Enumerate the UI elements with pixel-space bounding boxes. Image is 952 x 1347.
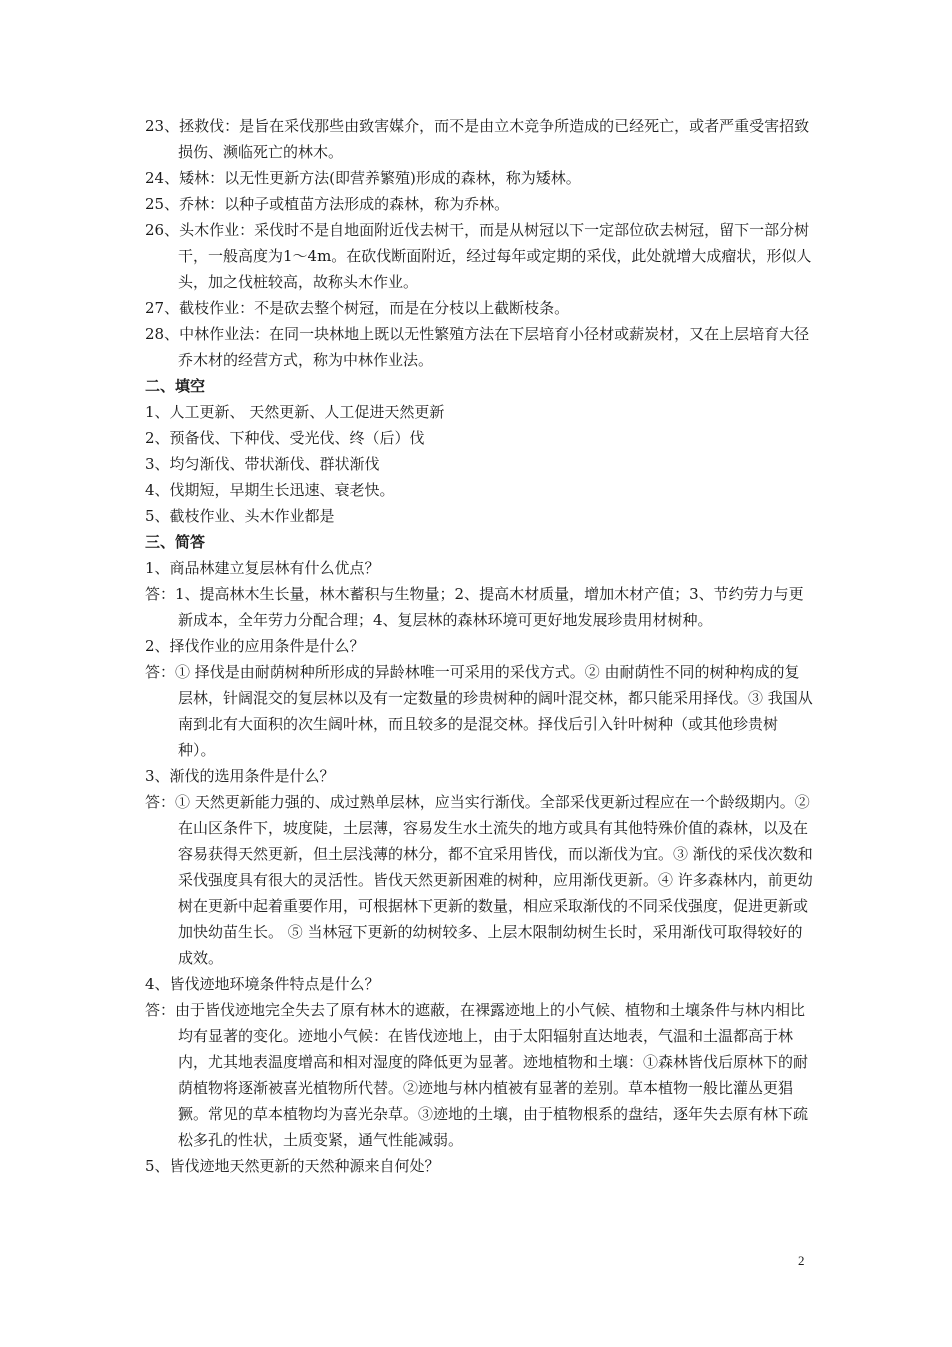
- question-4: 4、皆伐迹地环境条件特点是什么？: [145, 975, 380, 993]
- answer-4: 答：由于皆伐迹地完全失去了原有林木的遮蔽，在裸露迹地上的小气候、植物和土壤条件与林内相比均有显著的变化。迹地小气候：在皆伐迹地上，由于太阳辐射直达地表，气温和土温都高于林内，尤其地表温度增高和相对湿度的降低更为显著。迹地植物和土壤：①森林皆伐后原林下的耐荫植物将逐渐被喜光植物所代替。②迹地与林内植被有显著的差别。草本植物一般比灌丛更猖獗。常见的草本植物均为喜光杂草。③迹地的土壤，由于植物根系的盘结，逐年失去原有林下疏松多孔的性状，土质变紧，通气性能减弱。: [145, 1001, 809, 1149]
- page-content: [145, 113, 813, 1179]
- section-heading-short-answer: 三、简答: [145, 533, 206, 551]
- question-1: 1、商品林建立复层林有什么优点？: [145, 559, 380, 577]
- term-28: 28、中林作业法：在同一块林地上既以无性繁殖方法在下层培育小径材或薪炭材，又在上层培育大径乔木材的经营方式，称为中林作业法。: [145, 325, 810, 369]
- fill-item-4: 4、伐期短，早期生长迅速、衰老快。: [145, 481, 395, 499]
- term-26: 26、头木作业：采伐时不是自地面附近伐去树干，而是从树冠以下一定部位砍去树冠，留下一部分树干，一般高度为1～4m。在砍伐断面附近，经过每年或定期的采伐，此处就增大成瘤状，形似人头，加之伐桩较高，故称头木作业。: [145, 221, 812, 291]
- fill-item-3: 3、均匀渐伐、带状渐伐、群状渐伐: [145, 455, 380, 473]
- term-25: 25、乔林：以种子或植苗方法形成的森林，称为乔林。: [145, 195, 510, 213]
- answer-1: 答：1、提高林木生长量，林木蓄积与生物量；2、提高木材质量，增加木材产值；3、节约劳力与更新成本，全年劳力分配合理；4、复层林的森林环境可更好地发展珍贵用材树种。: [145, 585, 804, 629]
- fill-item-2: 2、预备伐、下种伐、受光伐、终（后）伐: [145, 429, 425, 447]
- term-23: 23、拯救伐：是旨在采伐那些由致害媒介，而不是由立木竞争所造成的已经死亡，或者严重受害招致损伤、濒临死亡的林木。: [145, 117, 810, 161]
- fill-item-5: 5、截枝作业、头木作业都是: [145, 507, 335, 525]
- question-2: 2、择伐作业的应用条件是什么？: [145, 637, 365, 655]
- section-heading-fill-in: 二、填空: [145, 377, 206, 395]
- answer-2: 答：① 择伐是由耐荫树种所形成的异龄林唯一可采用的采伐方式。② 由耐荫性不同的树种构成的复层林，针阔混交的复层林以及有一定数量的珍贵树种的阔叶混交林，都只能采用择伐。③ 我国从南到北有大面积的次生阔叶林，而且较多的是混交林。择伐后引入针叶树种（或其他珍贵树种）。: [145, 663, 813, 759]
- page-number: 2: [798, 1253, 805, 1268]
- question-3: 3、渐伐的选用条件是什么？: [145, 767, 335, 785]
- answer-3: 答：① 天然更新能力强的、成过熟单层林，应当实行渐伐。全部采伐更新过程应在一个龄级期内。② 在山区条件下，坡度陡，土层薄，容易发生水土流失的地方或具有其他特殊价值的森林，以及在容易获得天然更新，但土层浅薄的林分，都不宜采用皆伐，而以渐伐为宜。③ 渐伐的采伐次数和采伐强度具有很大的灵活性。皆伐天然更新困难的树种，应用渐伐更新。④ 许多森林内，前更幼树在更新中起着重要作用，可根据林下更新的数量，相应采取渐伐的不同采伐强度，促进更新或加快幼苗生长。 ⑤ 当林冠下更新的幼树较多、上层木限制幼树生长时，采用渐伐可取得较好的成效。: [145, 793, 813, 967]
- term-27: 27、截枝作业：不是砍去整个树冠，而是在分枝以上截断枝条。: [145, 299, 570, 317]
- question-5: 5、皆伐迹地天然更新的天然种源来自何处？: [145, 1157, 440, 1175]
- term-24: 24、矮林：以无性更新方法(即营养繁殖)形成的森林，称为矮林。: [145, 169, 581, 187]
- fill-item-1: 1、人工更新、 天然更新、人工促进天然更新: [145, 403, 445, 421]
